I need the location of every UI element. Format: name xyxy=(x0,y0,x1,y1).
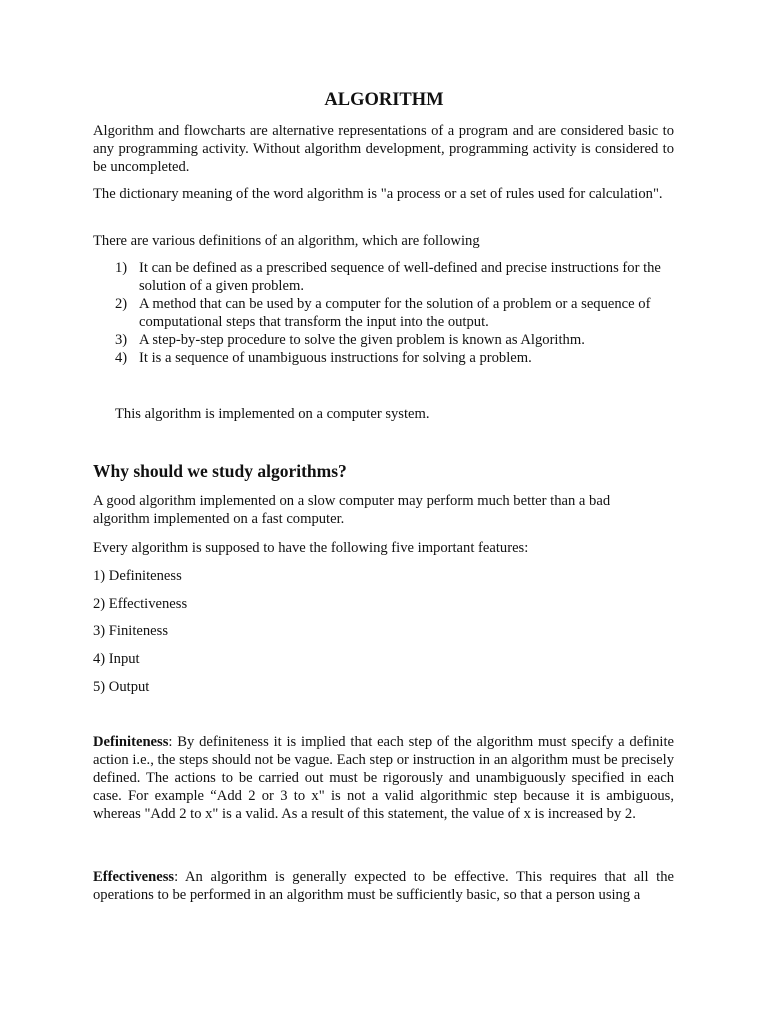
feature-item-output: 5) Output xyxy=(93,679,150,695)
definition-item xyxy=(115,349,675,367)
definition-number: 4) xyxy=(115,350,128,366)
definition-text: It can be defined as a prescribed sequence of well-defined and precise instructions for the solution of a given problem. xyxy=(139,260,661,294)
feature-item-input: 4) Input xyxy=(93,651,140,667)
effectiveness-paragraph xyxy=(93,868,674,904)
intro-paragraph-2: The dictionary meaning of the word algorithm is "a process or a set of rules used for calculation". xyxy=(93,186,663,202)
definition-item xyxy=(115,259,675,295)
definiteness-text: : By definiteness it is implied that each step of the algorithm must specify a definite action i.e., the steps should not be vague. Each step or instruction in an algorithm must be precisely defined. The actions to be carried out must be rigorously and unambiguously specified in each case. For example “Add 2 or 3 to x" is not a valid algorithmic step because it is ambiguous, whereas "Add 2 to x" is a valid. As a result of this statement, the value of x is increased by 2. xyxy=(93,734,674,822)
intro-paragraph-3: There are various definitions of an algorithm, which are following xyxy=(93,233,480,249)
feature-item-finiteness: 3) Finiteness xyxy=(93,623,168,639)
implemented-note: This algorithm is implemented on a computer system. xyxy=(115,406,430,422)
definitions-list xyxy=(115,259,675,367)
definition-text: A step-by-step procedure to solve the given problem is known as Algorithm. xyxy=(139,332,585,348)
definition-number: 3) xyxy=(115,332,128,348)
definition-number: 2) xyxy=(115,296,128,312)
feature-item-effectiveness: 2) Effectiveness xyxy=(93,596,188,612)
why-paragraph-2: Every algorithm is supposed to have the following five important features: xyxy=(93,540,529,556)
definition-number: 1) xyxy=(115,260,128,276)
why-paragraph-1: A good algorithm implemented on a slow computer may perform much better than a bad algorithm implemented on a fast computer. xyxy=(93,493,611,527)
definiteness-term: Definiteness xyxy=(93,734,169,750)
definition-text: It is a sequence of unambiguous instructions for solving a problem. xyxy=(139,350,532,366)
feature-item-definiteness: 1) Definiteness xyxy=(93,568,182,584)
definition-text: A method that can be used by a computer for the solution of a problem or a sequence of computational steps that transform the input into the output. xyxy=(139,296,651,330)
definition-item xyxy=(115,331,675,349)
intro-paragraph-1: Algorithm and flowcharts are alternative representations of a program and are considered basic to any programming activity. Without algorithm development, programming activity is considered to be uncompleted. xyxy=(93,123,674,175)
effectiveness-term: Effectiveness xyxy=(93,869,175,885)
definiteness-paragraph xyxy=(93,733,674,823)
section-heading-why: Why should we study algorithms? xyxy=(93,461,347,481)
page-title: ALGORITHM xyxy=(324,90,444,110)
effectiveness-text: : An algorithm is generally expected to be effective. This requires that all the operations to be performed in an algorithm must be sufficiently basic, so that a person using a xyxy=(93,869,674,903)
definition-item xyxy=(115,295,675,331)
